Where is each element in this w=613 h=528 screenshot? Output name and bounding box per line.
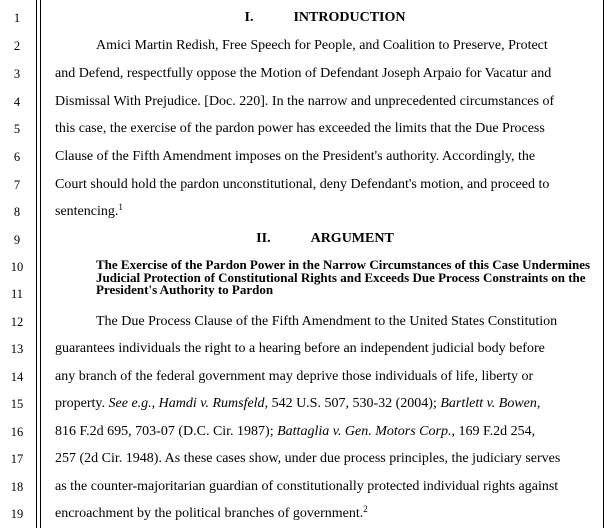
intro-line: Dismissal With Prejudice. [Doc. 220]. In the narrow and unprecedented circumstances of — [55, 94, 555, 109]
line-number: 14 — [10, 370, 24, 384]
footnote-marker[interactable]: 1 — [118, 202, 123, 212]
line-number: 16 — [10, 425, 24, 439]
line-number: 5 — [13, 122, 21, 136]
line-number: 11 — [10, 287, 24, 301]
line-number: 15 — [10, 397, 24, 411]
argument-line: any branch of the federal government may deprive those individuals of life, liberty or — [55, 369, 534, 384]
argument-line — [55, 424, 595, 440]
argument-text: , 169 F.2d 254, — [451, 424, 536, 439]
line-number: 3 — [13, 67, 21, 81]
line-number: 7 — [13, 178, 21, 192]
intro-line: Clause of the Fifth Amendment imposes on the President's authority. Accordingly, the — [55, 149, 536, 164]
line-number: 9 — [13, 233, 21, 247]
intro-line: Court should hold the pardon unconstitutional, deny Defendant's motion, and proceed to — [55, 177, 550, 192]
line-number: 8 — [13, 205, 21, 219]
intro-line: this case, the exercise of the pardon power has exceeded the limits that the Due Process — [55, 121, 545, 136]
argument-text: property. — [55, 396, 106, 411]
margin-rule-left — [40, 0, 41, 528]
intro-line: Amici Martin Redish, Free Speech for People, and Coalition to Preserve, Protect — [96, 38, 548, 53]
section-numeral: I. — [244, 10, 254, 25]
intro-line: and Defend, respectfully oppose the Motion of Defendant Joseph Arpaio for Vacatur and — [55, 66, 552, 81]
line-number: 6 — [13, 150, 21, 164]
line-number: 4 — [13, 95, 21, 109]
argument-text: 816 F.2d 695, 703-07 (D.C. Cir. 1987); — [55, 424, 274, 439]
section-heading-introduction — [55, 10, 595, 26]
case-citation: Bartlett v. Bowen — [440, 396, 537, 411]
line-number: 17 — [10, 452, 24, 466]
argument-line: 257 (2d Cir. 1948). As these cases show, under due process principles, the judiciary serves — [55, 451, 561, 466]
argument-subheading: The Exercise of the Pardon Power in the Narrow Circumstances of this Case Undermines Judicial Protection of Constitutional Rights and Exceeds Due Process Constraints on the President's Authority to Pardon — [96, 257, 591, 297]
line-number: 1 — [13, 11, 21, 25]
argument-text: , — [536, 396, 541, 411]
section-heading-argument — [55, 231, 595, 247]
argument-text: , 542 U.S. 507, 530-32 (2004); — [264, 396, 437, 411]
line-number: 10 — [10, 260, 24, 274]
argument-text: encroachment by the political branches of government. — [55, 506, 364, 521]
section-numeral: II. — [256, 231, 271, 246]
intro-text: sentencing. — [55, 204, 119, 219]
footnote-marker[interactable]: 2 — [363, 504, 368, 514]
margin-rule-right — [603, 0, 604, 528]
argument-line: as the counter-majoritarian guardian of constitutionally protected individual rights against — [55, 479, 559, 494]
argument-line: guarantees individuals the right to a hearing before an independent judicial body before — [55, 341, 545, 356]
argument-line — [55, 396, 595, 412]
line-number: 13 — [10, 342, 24, 356]
section-title: INTRODUCTION — [293, 10, 406, 25]
argument-line — [55, 506, 595, 522]
line-number: 18 — [10, 480, 24, 494]
line-number: 12 — [10, 315, 24, 329]
argument-line: The Due Process Clause of the Fifth Amendment to the United States Constitution — [96, 314, 558, 329]
line-number: 19 — [10, 507, 24, 521]
case-citation: Battaglia v. Gen. Motors Corp. — [277, 424, 452, 439]
case-citation: See e.g., Hamdi v. Rumsfeld — [108, 396, 265, 411]
section-title: ARGUMENT — [310, 231, 394, 246]
line-number: 2 — [13, 39, 21, 53]
intro-line — [55, 204, 595, 220]
